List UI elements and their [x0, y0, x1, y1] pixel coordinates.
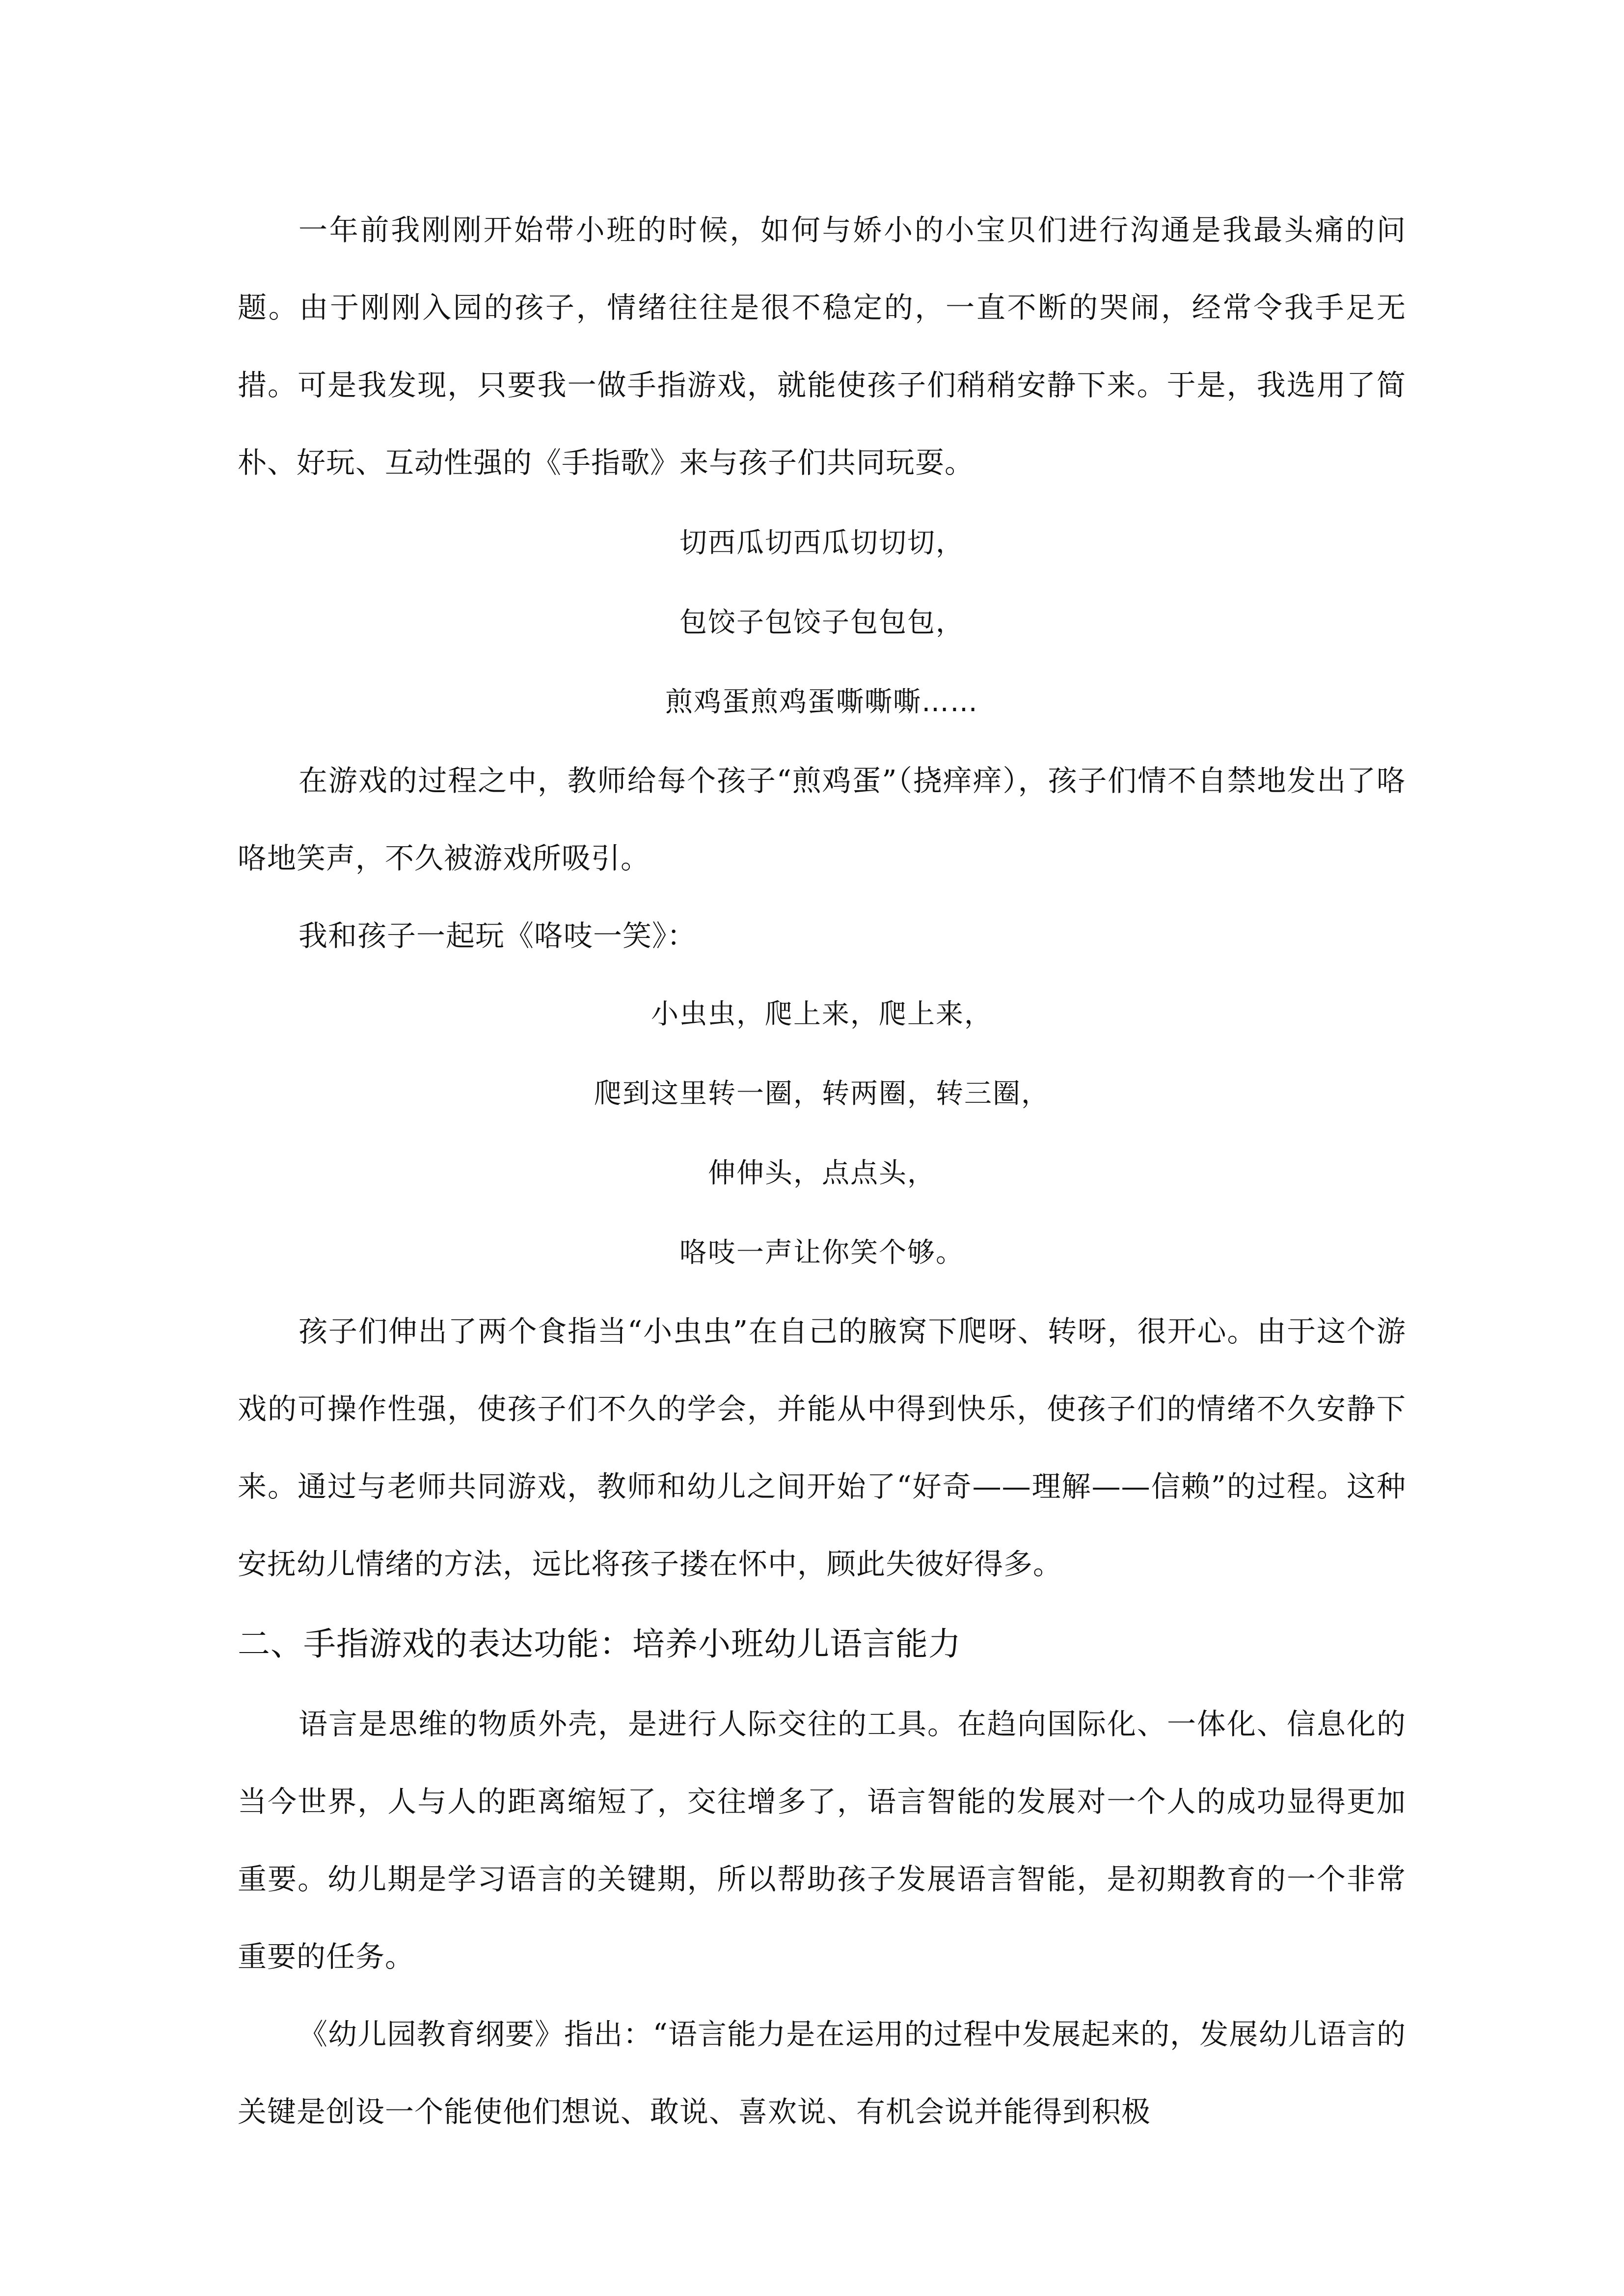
- paragraph-language: 语言是思维的物质外壳，是进行人际交往的工具。在趋向国际化、一体化、信息化的当今世界，人与人的距离缩短了，交往增多了，语言智能的发展对一个人的成功显得更加重要。幼儿期是学习语言的关键期，所以帮助孩子发展语言智能，是初期教育的一个非常重要的任务。: [238, 1707, 1406, 1974]
- poem-tickle-song: [238, 975, 1406, 1293]
- poem-line: 咯吱一声让你笑个够。: [679, 1237, 964, 1269]
- poem-line: 包饺子包饺子包包包，: [679, 607, 964, 639]
- poem-line: 伸伸头，点点头，: [708, 1157, 936, 1189]
- document-body: [238, 191, 1406, 2151]
- paragraph-intro: 一年前我刚刚开始带小班的时候，如何与娇小的小宝贝们进行沟通是我最头痛的问题。由于刚刚入园的孩子，情绪往往是很不稳定的，一直不断的哭闹，经常令我手足无措。可是我发现，只要我一做手指游戏，就能使孩子们稍稍安静下来。于是，我选用了简朴、好玩、互动性强的《手指歌》来与孩子们共同玩耍。: [238, 213, 1406, 480]
- poem-line: 切西瓜切西瓜切切切，: [679, 527, 964, 559]
- poem-finger-song: [238, 504, 1406, 742]
- poem-line: 煎鸡蛋煎鸡蛋嘶嘶嘶……: [665, 686, 978, 718]
- poem-line: 爬到这里转一圈，转两圈，转三圈，: [594, 1078, 1050, 1110]
- poem-line: 小虫虫，爬上来，爬上来，: [651, 998, 993, 1030]
- paragraph-game-effect: 孩子们伸出了两个食指当“小虫虫”在自己的腋窝下爬呀、转呀，很开心。由于这个游戏的可操作性强，使孩子们不久的学会，并能从中得到快乐，使孩子们的情绪不久安静下来。通过与老师共同游戏，教师和幼儿之间开始了“好奇——理解——信赖”的过程。这种安抚幼儿情绪的方法，远比将孩子搂在怀中，顾此失彼好得多。: [238, 1314, 1406, 1581]
- paragraph-game-process: 在游戏的过程之中，教师给每个孩子“煎鸡蛋”（挠痒痒），孩子们情不自禁地发出了咯咯地笑声，不久被游戏所吸引。: [238, 764, 1406, 875]
- paragraph-guideline: 《幼儿园教育纲要》指出：“语言能力是在运用的过程中发展起来的，发展幼儿语言的关键是创设一个能使他们想说、敢说、喜欢说、有机会说并能得到积极: [238, 2017, 1406, 2129]
- paragraph-play-intro: 我和孩子一起玩《咯吱一笑》：: [298, 919, 697, 953]
- section-heading: 二、手指游戏的表达功能：培养小班幼儿语言能力: [238, 1625, 961, 1663]
